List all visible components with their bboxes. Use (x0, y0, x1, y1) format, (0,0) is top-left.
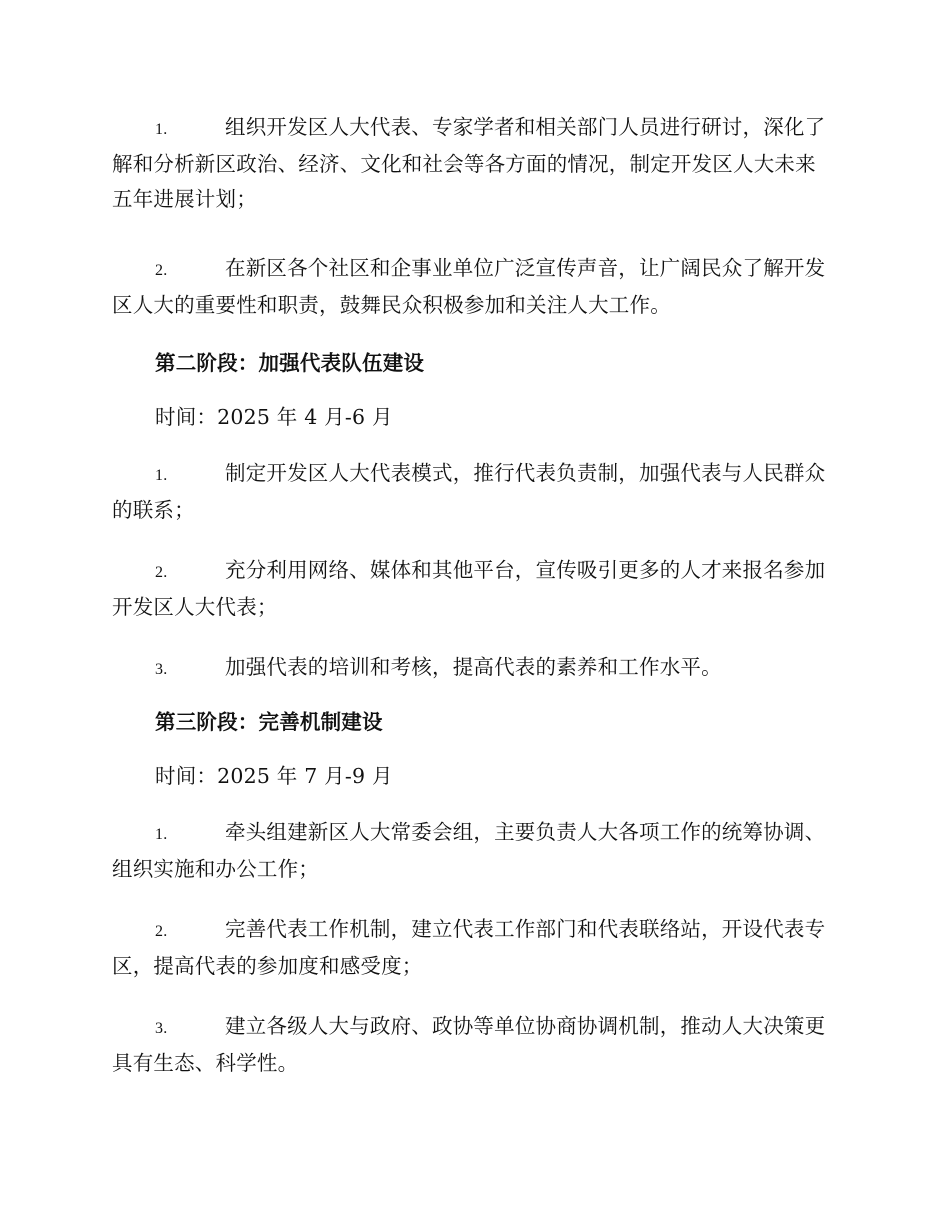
list-item (112, 456, 836, 528)
list-number: 1. (155, 467, 168, 484)
list-item (112, 251, 836, 323)
time-line: 时间：2025 年 4 月-6 月 (155, 405, 393, 429)
section-heading: 第三阶段：完善机制建设 (155, 710, 383, 734)
list-text: 完善代表工作机制，建立代表工作部门和代表联络站，开设代表专区，提高代表的参加度和感受度； (112, 917, 826, 978)
list-number: 1. (155, 826, 168, 843)
list-number: 1. (155, 121, 168, 138)
list-item (112, 1009, 836, 1081)
list-text: 建立各级人大与政府、政协等单位协商协调机制，推动人大决策更具有生态、科学性。 (112, 1014, 826, 1075)
list-number: 3. (155, 1020, 168, 1037)
list-text: 组织开发区人大代表、专家学者和相关部门人员进行研讨，深化了解和分析新区政治、经济、文化和社会等各方面的情况，制定开发区人大未来五年进展计划； (112, 115, 826, 211)
list-text: 加强代表的培训和考核，提高代表的素养和工作水平。 (225, 655, 722, 679)
list-number: 2. (155, 262, 168, 279)
list-item (112, 815, 836, 887)
list-item (112, 110, 836, 217)
list-text: 牵头组建新区人大常委会组，主要负责人大各项工作的统筹协调、组织实施和办公工作； (112, 820, 826, 881)
list-item (112, 912, 836, 984)
list-item (112, 553, 836, 625)
time-line: 时间：2025 年 7 月-9 月 (155, 764, 393, 788)
list-text: 充分利用网络、媒体和其他平台，宣传吸引更多的人才来报名参加开发区人大代表； (112, 558, 826, 619)
list-text: 制定开发区人大代表模式，推行代表负责制，加强代表与人民群众的联系； (112, 461, 826, 522)
section-heading: 第二阶段：加强代表队伍建设 (155, 351, 425, 375)
list-number: 2. (155, 564, 168, 581)
list-text: 在新区各个社区和企事业单位广泛宣传声音，让广阔民众了解开发区人大的重要性和职责，鼓舞民众积极参加和关注人大工作。 (112, 256, 826, 317)
list-number: 2. (155, 923, 168, 940)
list-number: 3. (155, 661, 168, 678)
list-item (112, 650, 836, 687)
